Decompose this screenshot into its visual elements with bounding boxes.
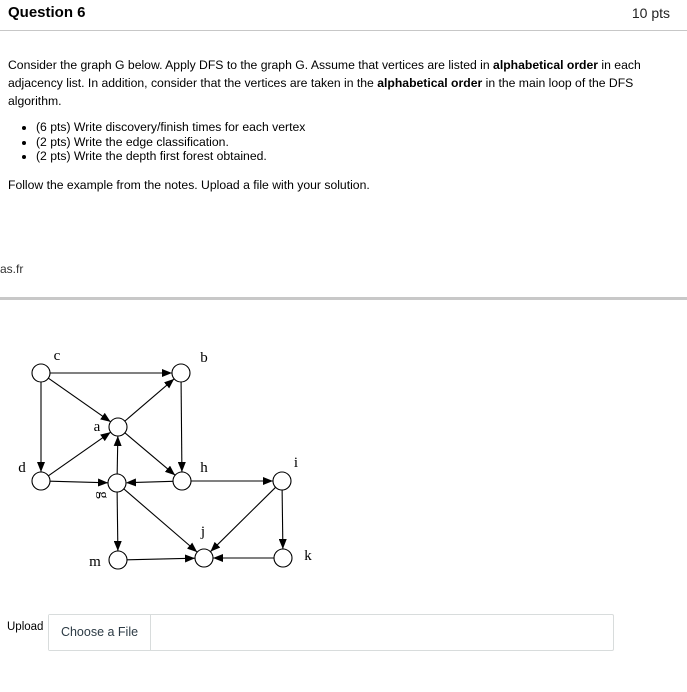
upload-label: Upload <box>7 621 44 633</box>
vertex-j <box>195 549 213 567</box>
edge-g-j <box>124 489 197 552</box>
vertex-label-d: d <box>18 460 26 476</box>
bold-text: alphabetical order <box>493 58 599 72</box>
question-title: Question 6 <box>8 4 86 21</box>
vertex-c <box>32 364 50 382</box>
text: in the main loop of the DFS algorithm. <box>8 76 634 108</box>
text: Consider the graph G below. Apply DFS to the graph G. Assume that vertices are listed in <box>8 58 494 72</box>
edge-i-k <box>282 490 283 549</box>
edge-d-g <box>50 481 108 483</box>
vertex-h <box>173 472 191 490</box>
vertex-label-h: h <box>200 460 208 476</box>
edge-c-a <box>48 378 110 422</box>
choose-file-button[interactable]: Choose a File <box>49 615 151 650</box>
edge-a-h <box>125 433 175 475</box>
file-upload-field[interactable] <box>48 614 614 651</box>
edge-i-j <box>210 487 275 551</box>
vertex-b <box>172 364 190 382</box>
vertex-label-m: m <box>89 554 101 570</box>
vertex-label-b: b <box>200 350 208 366</box>
vertex-a <box>109 418 127 436</box>
vertex-d <box>32 472 50 490</box>
vertex-g <box>108 474 126 492</box>
list-item: • (2 pts) Write the depth first forest obtained. <box>36 149 674 164</box>
text-fragment: as.fr <box>0 262 24 276</box>
vertex-label-g: g <box>95 491 111 499</box>
edge-d-a <box>48 432 110 476</box>
follow-text: Follow the example from the notes. Upload a file with your solution. <box>8 177 370 192</box>
vertex-i <box>273 472 291 490</box>
question-points: 10 pts <box>631 5 670 21</box>
edge-m-j <box>127 558 195 560</box>
vertex-label-c: c <box>53 348 61 364</box>
edge-a-b <box>125 379 174 421</box>
bold-text: alphabetical order <box>377 76 483 90</box>
vertex-k <box>274 549 292 567</box>
vertex-m <box>109 551 127 569</box>
text: in each adjacency list. In addition, consider that the vertices are taken in the <box>8 58 641 90</box>
vertex-label-i: i <box>293 455 299 471</box>
edge-h-g <box>126 481 173 482</box>
edge-b-h <box>181 382 182 472</box>
edge-g-a <box>117 436 118 474</box>
vertex-label-a: a <box>93 419 101 435</box>
edge-g-m <box>117 492 118 551</box>
list-item: • (2 pts) Write the edge classification. <box>36 135 674 150</box>
list-item: • (6 pts) Write discovery/finish times for each vertex <box>36 120 674 135</box>
vertex-label-j: j <box>200 524 206 540</box>
vertex-label-k: k <box>304 548 312 564</box>
